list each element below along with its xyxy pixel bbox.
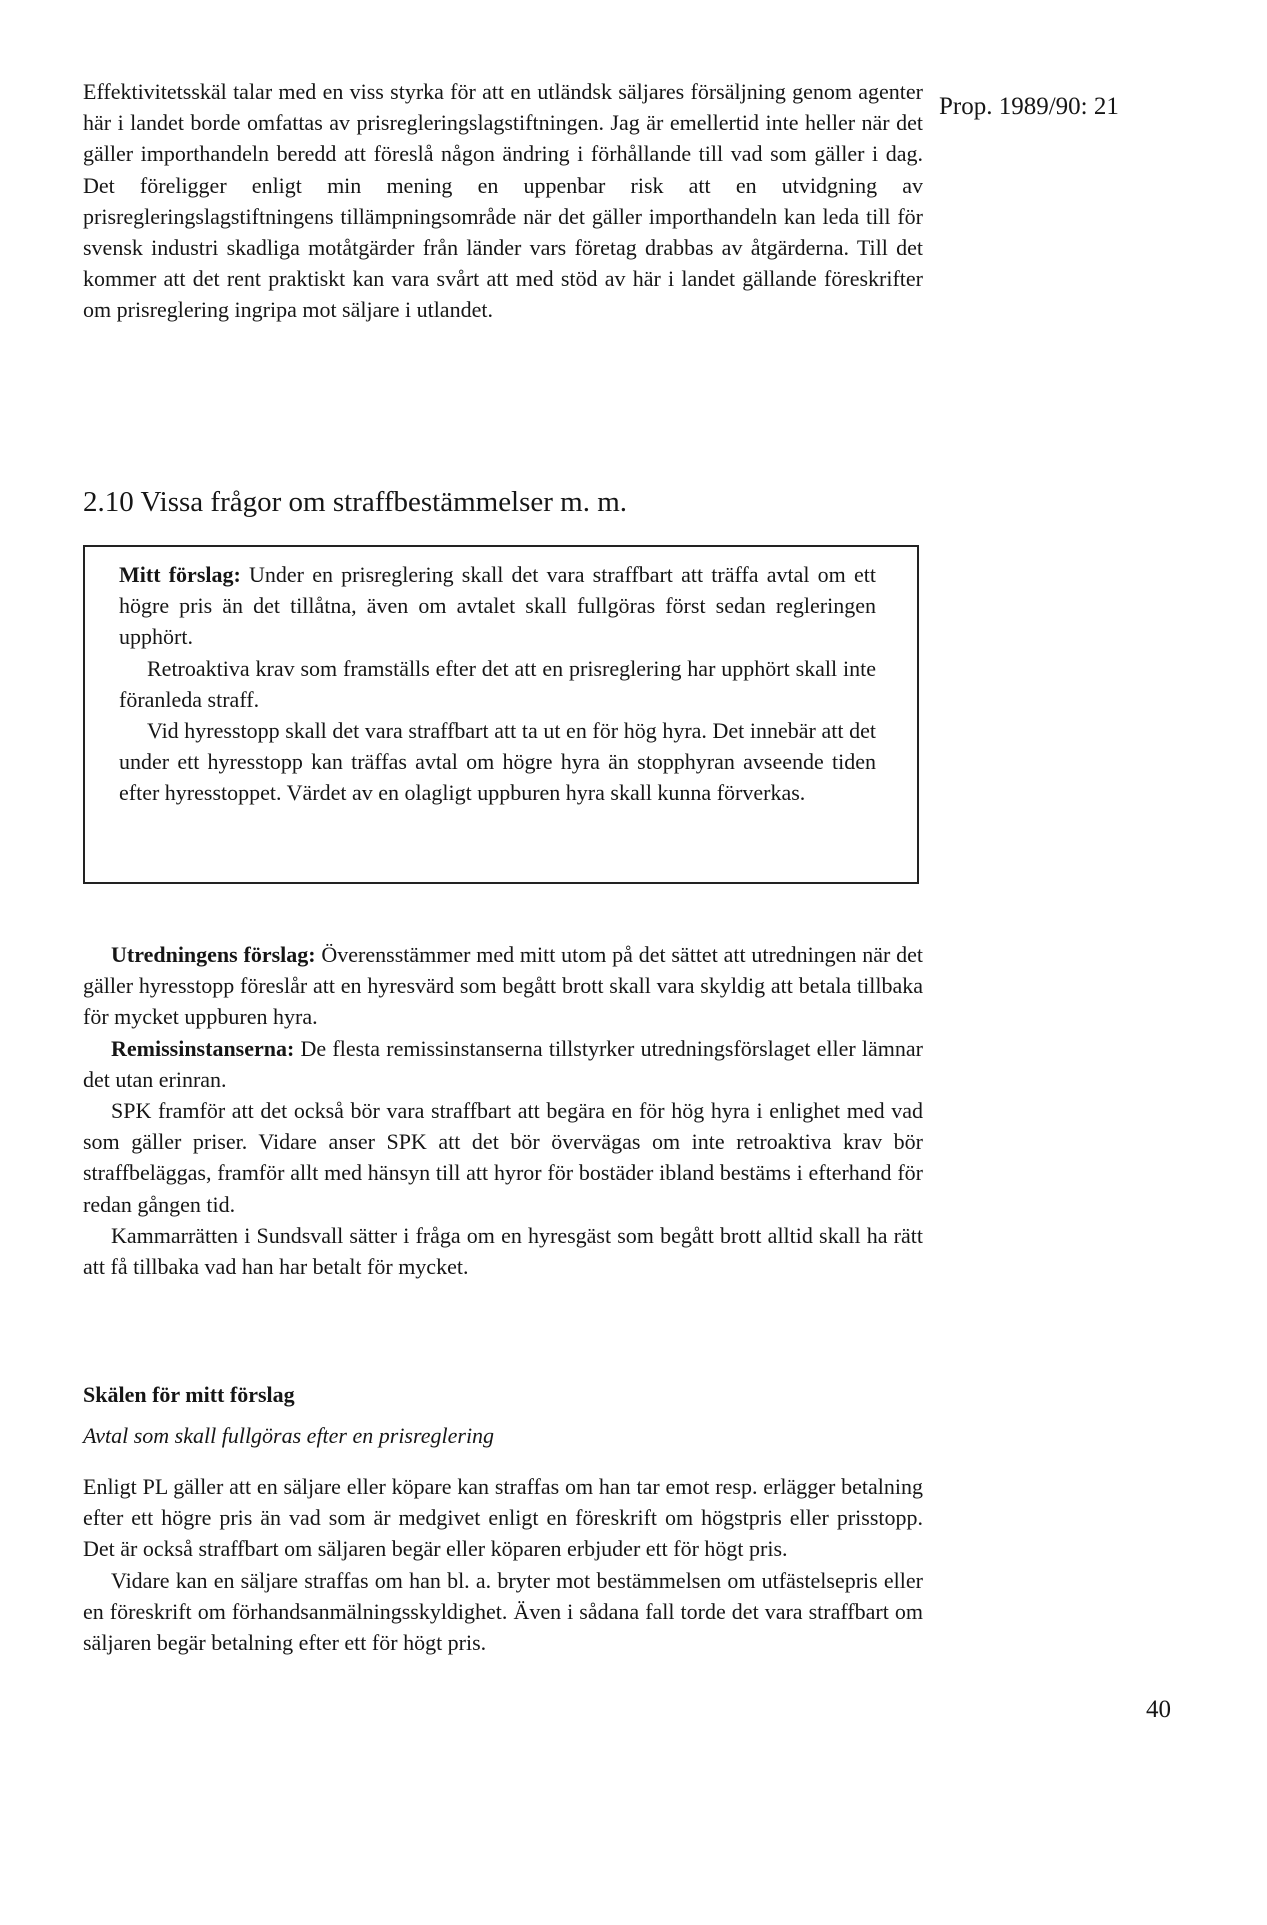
reasons-heading: Skälen för mitt förslag [83,1382,295,1407]
inquiry-paragraph [83,939,923,1033]
reasons-section [83,1471,923,1658]
proposal-box-content [119,559,876,809]
reasons-subheading: Avtal som skall fullgöras efter en prisreglering [83,1423,495,1448]
page-number: 40 [1146,1696,1171,1723]
intro-paragraph: Effektivitetsskäl talar med en viss styrka för att en utländsk säljares försäljning genom agenter här i landet borde omfattas av prisregleringslagstiftningen. Jag är emellertid inte heller när det gäller importhandeln beredd att föreslå någon ändring i förhållande till vad som gäller i dag. Det föreligger enligt min mening en uppenbar risk att en utvidgning av prisregleringslagstiftningens tillämpningsområde när det gäller importhandeln kan leda till för svensk industri skadliga motåtgärder från länder vars företag drabbas av åtgärderna. Till det kommer att det rent praktiskt kan vara svårt att med stöd av här i landet gällande föreskrifter om prisreglering ingripa mot säljare i utlandet. [83,79,923,323]
proposal-paragraph-1 [119,559,876,653]
spk-paragraph: SPK framför att det också bör vara straffbart att begära en för hög hyra i enlighet med vad som gäller priser. Vidare anser SPK att det bör övervägas om inte retroaktiva krav bör straffbeläggas, framför allt med hänsyn till att hyror för bostäder ibland bestäms i efterhand för redan gången tid. [83,1098,923,1217]
proposal-box [83,545,919,884]
positions-section [83,939,923,1282]
referral-lead: Remissinstanserna: [111,1035,295,1061]
inquiry-lead: Utredningens förslag: [111,942,316,967]
proposal-paragraph-3: Vid hyresstopp skall det vara straffbart att ta ut en för hög hyra. Det innebär att det under ett hyresstopp kan träffas avtal om högre hyra än stopphyran avseende tiden efter hyresstoppet. Värdet av en olagligt uppburen hyra skall kunna förverkas. [119,718,876,806]
section-heading: 2.10 Vissa frågor om straffbestämmelser m. m. [83,486,628,518]
referral-text: De flesta remissinstanserna tillstyrker utredningsförslaget eller lämnar det utan erinran. [83,1035,923,1092]
intro-section [83,76,923,326]
document-reference: Prop. 1989/90: 21 [939,93,1119,120]
reasons-paragraph-1: Enligt PL gäller att en säljare eller köpare kan straffas om han tar emot resp. erlägger betalning efter ett högre pris än vad som är medgivet enligt en föreskrift om högstpris eller prisstopp. Det är också straffbart om säljaren begär eller köparen erbjuder ett för högt pris. [83,1474,923,1562]
reasons-paragraph-2: Vidare kan en säljare straffas om han bl. a. bryter mot bestämmelsen om utfästelsepris eller en föreskrift om förhandsanmälningsskyldighet. Även i sådana fall torde det vara straffbart om säljaren begär betalning efter ett för högt pris. [83,1567,923,1656]
court-paragraph: Kammarrätten i Sundsvall sätter i fråga om en hyresgäst som begått brott alltid skall ha rätt att få tillbaka vad han har betalt för mycket. [83,1222,923,1280]
referral-paragraph [83,1033,923,1095]
inquiry-text: Överensstämmer med mitt utom på det sättet att utredningen när det gäller hyresstopp föreslår att en hyresvärd som begått brott skall vara skyldig att betala tillbaka för mycket uppburen hyra. [83,942,923,1030]
proposal-paragraph-2: Retroaktiva krav som framställs efter det att en prisreglering har upphört skall inte föranleda straff. [119,655,876,712]
proposal-text-1: Under en prisreglering skall det vara straffbart att träffa avtal om ett högre pris än det tillåtna, även om avtalet skall fullgöras först sedan regleringen upphört. [119,562,876,650]
proposal-lead: Mitt förslag: [119,562,241,587]
